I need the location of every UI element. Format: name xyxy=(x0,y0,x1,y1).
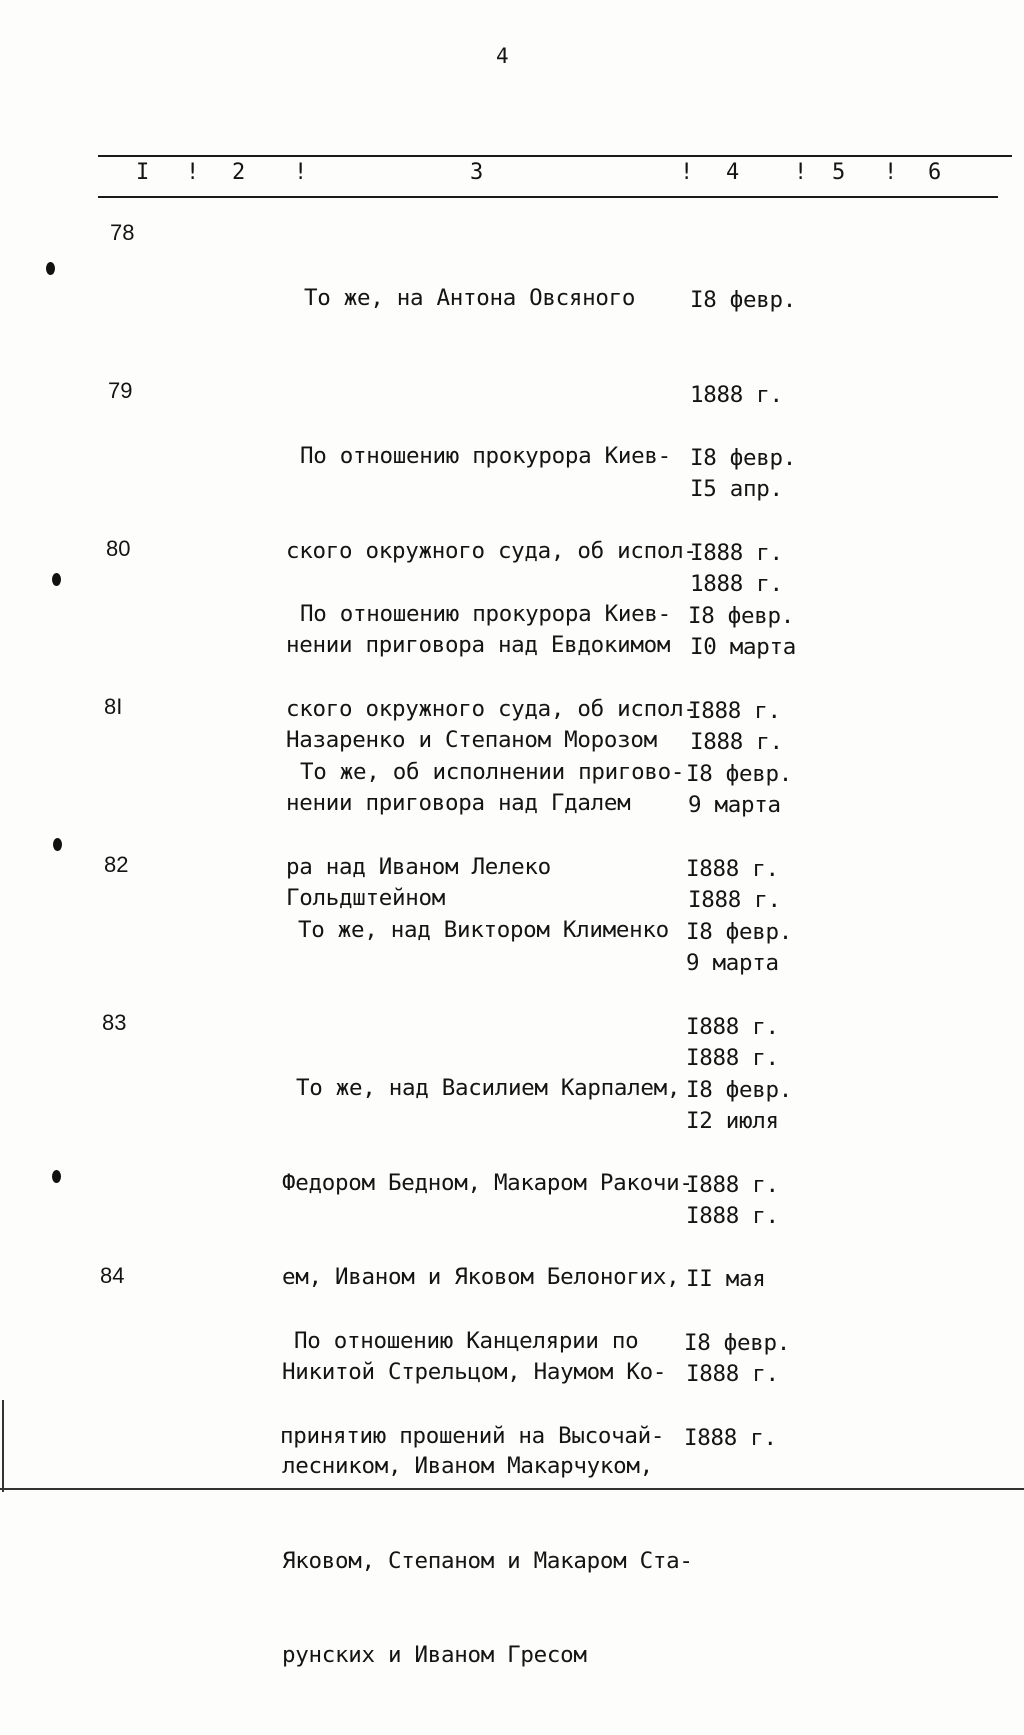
description-line: Федором Бедном, Макаром Ракочи- xyxy=(282,1169,693,1196)
punch-hole-mark xyxy=(53,838,62,851)
scan-bottom-edge xyxy=(0,1488,1024,1490)
description-line: Яковом, Степаном и Макаром Ста- xyxy=(282,1547,693,1574)
description-line: ем, Иваном и Яковом Белоногих, xyxy=(282,1264,680,1290)
entry-number: 84 xyxy=(100,1263,125,1288)
entry-dates xyxy=(684,1265,790,1517)
header-bottom-rule xyxy=(98,196,998,198)
description-line: По отношению Канцелярии по xyxy=(294,1328,639,1354)
description-line: По отношению прокурора Киев- xyxy=(300,601,671,627)
description-line: То же, над Виктором Клименко xyxy=(298,917,669,943)
date-line: I8 февр. xyxy=(690,287,796,313)
description-line: То же, на Антона Овсяного xyxy=(304,285,636,311)
description-line: Никитой Стрельцом, Наумом Ко- xyxy=(282,1358,667,1385)
date-line: I0 марта xyxy=(690,634,796,660)
entry-number: 79 xyxy=(108,378,133,403)
entry-description xyxy=(280,1263,664,1515)
column-header-1: I xyxy=(136,160,150,185)
date-line: 9 марта xyxy=(686,950,779,976)
entry-number: 8I xyxy=(104,694,123,719)
description-line: Назаренко и Степаном Морозом xyxy=(286,726,657,753)
punch-hole-mark xyxy=(46,262,55,275)
column-header-3: 3 xyxy=(470,160,484,185)
column-header-row xyxy=(0,160,1024,190)
description-line: принятию прошений на Высочай- xyxy=(280,1422,665,1449)
date-line: 1888 г. xyxy=(690,381,783,408)
date-line: I888 г. xyxy=(690,728,783,755)
column-header-5: 5 xyxy=(832,160,846,185)
scan-edge-line xyxy=(2,1400,4,1492)
date-line: 1888 г. xyxy=(690,570,783,597)
date-line: I8 февр. xyxy=(686,761,792,787)
entry-number: 82 xyxy=(104,852,129,877)
date-line: I888 г. xyxy=(686,1171,779,1198)
page-number: 4 xyxy=(496,44,509,68)
entry-description xyxy=(298,852,669,1010)
entry-number: 80 xyxy=(106,536,131,561)
description-line: По отношению прокурора Киев- xyxy=(300,443,671,469)
description-line: рунских и Иваном Гресом xyxy=(282,1642,587,1668)
date-line: I8 февр. xyxy=(686,1077,792,1103)
description-line: То же, об исполнении пригово- xyxy=(300,759,685,785)
column-separator: ! xyxy=(186,160,200,185)
date-line: I888 г. xyxy=(688,697,781,724)
description-line: ского окружного суда, об испол- xyxy=(286,537,697,564)
date-line: I5 апр. xyxy=(690,476,783,502)
date-line: I8 февр. xyxy=(690,445,796,471)
punch-hole-mark xyxy=(52,1170,61,1183)
date-line: I888 г. xyxy=(686,1360,779,1387)
description-line: нении приговора над Гдалем xyxy=(286,790,631,816)
column-separator: ! xyxy=(884,160,898,185)
date-line: I888 г. xyxy=(686,1044,779,1071)
date-line: I888 г. xyxy=(684,1424,777,1451)
description-line: Гольдштейном xyxy=(286,884,445,911)
description-line: То же, над Василием Карпалем, xyxy=(296,1075,681,1101)
column-header-6: 6 xyxy=(928,160,942,185)
entry-description xyxy=(304,220,635,378)
column-separator: ! xyxy=(294,160,308,185)
date-line: I888 г. xyxy=(686,1013,779,1040)
date-line: I888 г. xyxy=(686,855,779,882)
column-header-4: 4 xyxy=(726,160,740,185)
column-separator: ! xyxy=(680,160,694,185)
description-line: ского окружного суда, об испол- xyxy=(286,695,697,722)
date-line: II мая xyxy=(686,1266,766,1292)
date-line: I8 февр. xyxy=(686,919,792,945)
description-line: лесником, Иваном Макарчуком, xyxy=(282,1453,653,1479)
punch-hole-mark xyxy=(52,573,61,586)
date-line: 9 марта xyxy=(688,792,781,818)
entry-number: 78 xyxy=(110,220,135,245)
description-line: нении приговора над Евдокимом xyxy=(286,632,671,658)
date-line: I888 г. xyxy=(686,1202,779,1229)
column-separator: ! xyxy=(794,160,808,185)
date-line: I2 июля xyxy=(686,1108,779,1134)
date-line: I888 г. xyxy=(688,886,781,913)
date-line: I888 г. xyxy=(690,539,783,566)
entry-number: 83 xyxy=(102,1010,127,1035)
date-line: I8 февр. xyxy=(684,1330,790,1356)
date-line: I8 февр. xyxy=(688,603,794,629)
description-line: ра над Иваном Лелеко xyxy=(286,853,551,880)
header-top-rule xyxy=(98,155,1012,157)
column-header-2: 2 xyxy=(232,160,246,185)
